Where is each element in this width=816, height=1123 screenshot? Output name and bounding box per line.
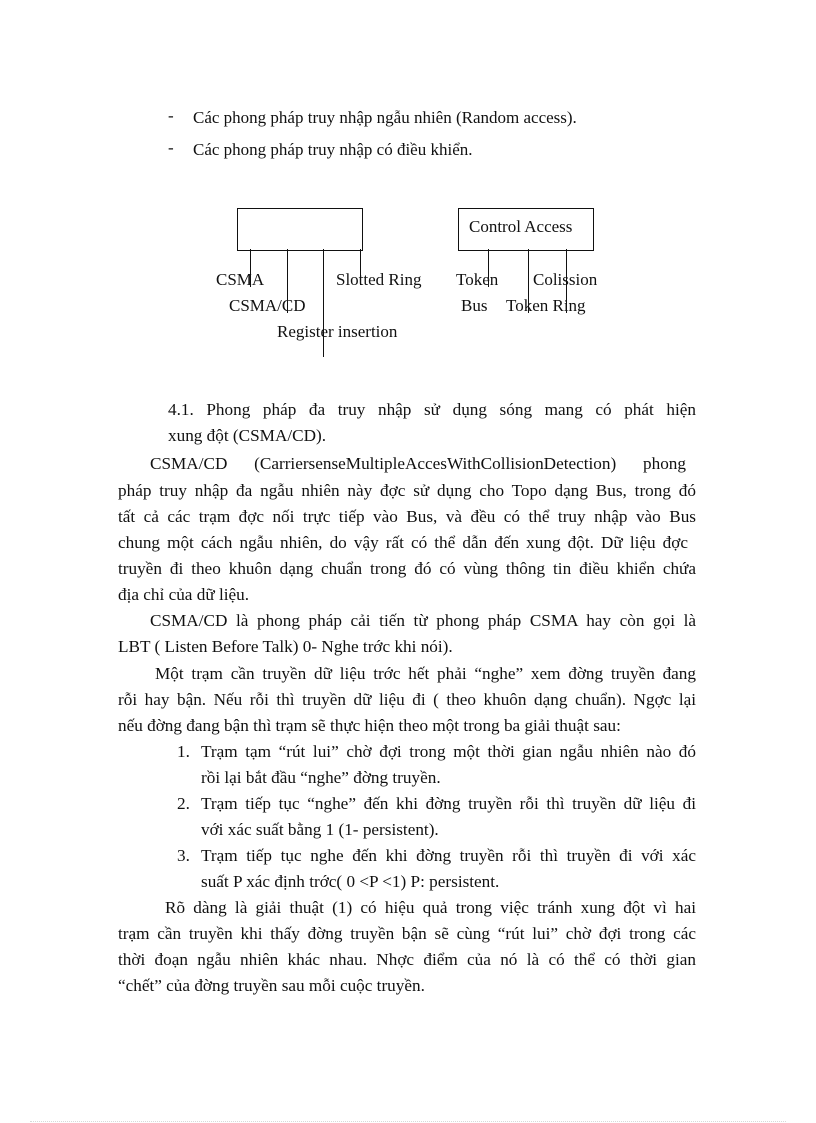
label-csma-cd: CSMA/CD [229, 296, 306, 315]
section-heading-line1: 4.1. Phong pháp đa truy nhập sử dụng sóng mang có phát hiện [168, 400, 696, 419]
paragraph-line: Một trạm cần truyền dữ liệu trớc hết phải “nghe” xem đờng truyền đang [155, 664, 696, 683]
paragraph-line: rỗi hay bận. Nếu rỗi thì truyền dữ liệu đi ( theo khuôn dạng chuẩn). Ngợc lại [118, 690, 696, 709]
label-slotted-ring: Slotted Ring [336, 270, 422, 289]
paragraph-line: nếu đờng đang bận thì trạm sẽ thực hiện theo một trong ba giải thuật sau: [118, 716, 621, 735]
label-register-insertion: Register insertion [277, 322, 398, 341]
paragraph-line: trạm cần truyền khi thấy đờng truyền bận sẽ cùng “rút lui” chờ đợi trong các [118, 924, 696, 943]
page-bottom-divider [30, 1121, 786, 1122]
label-token-ring: Token Ring [506, 296, 586, 315]
paragraph-line: chung một cách ngẫu nhiên, do vậy rất có thể dẫn đến xung đột. Dữ liệu đợc [118, 533, 688, 552]
paragraph-line: địa chỉ của dữ liệu. [118, 585, 250, 604]
label-csma: CSMA [216, 270, 265, 289]
label-token: Token [456, 270, 499, 289]
list-item-line: Trạm tiếp tục nghe đến khi đờng truyền rỗi thì truyền đi với xác [201, 846, 696, 865]
list-item-line: Trạm tiếp tục “nghe” đến khi đờng truyền rỗi thì truyền dữ liệu đi [201, 794, 696, 813]
label-bus: Bus [461, 296, 488, 315]
paragraph-line: thời đoạn ngẫu nhiên khác nhau. Nhợc điểm của nó là có thể có thời gian [118, 950, 696, 969]
control-access-label: Control Access [469, 217, 573, 236]
list-number: 2. [177, 794, 190, 813]
paragraph-line: CSMA/CD (CarriersenseMultipleAccesWithCollisionDetection) phong [150, 454, 686, 473]
paragraph-line: truyền đi theo khuôn dạng chuẩn trong đó có vùng thông tin điều khiển chứa [118, 559, 696, 578]
list-item-line: Trạm tạm “rút lui” chờ đợi trong một thời gian ngẫu nhiên nào đó [201, 742, 696, 761]
bullet-text-random-access: Các phong pháp truy nhập ngẫu nhiên (Random access). [193, 108, 577, 127]
list-item-line: với xác suất bằng 1 (1- persistent). [201, 820, 439, 839]
paragraph-line: LBT ( Listen Before Talk) 0- Nghe trớc khi nói). [118, 637, 453, 656]
paragraph-line: “chết” của đờng truyền sau mỗi cuộc truyền. [118, 976, 425, 995]
list-item-line: suất P xác định trớc( 0 <P <1) P: persistent. [201, 872, 500, 891]
bullet-marker: - [168, 106, 174, 125]
random-access-box [237, 208, 363, 251]
control-access-box [458, 208, 594, 251]
list-item-line: rồi lại bắt đầu “nghe” đờng truyền. [201, 768, 441, 787]
bullet-text-controlled-access: Các phong pháp truy nhập có điều khiển. [193, 140, 473, 159]
label-colission: Colission [533, 270, 598, 289]
list-number: 3. [177, 846, 190, 865]
bullet-marker: - [168, 138, 174, 157]
paragraph-line: Rõ dàng là giải thuật (1) có hiệu quả trong việc tránh xung đột vì hai [165, 898, 696, 917]
list-number: 1. [177, 742, 190, 761]
paragraph-line: CSMA/CD là phong pháp cải tiến từ phong pháp CSMA hay còn gọi là [150, 611, 696, 630]
section-heading-line2: xung đột (CSMA/CD). [168, 426, 327, 445]
paragraph-line: pháp truy nhập đa ngẫu nhiên này đợc sử dụng cho Topo dạng Bus, trong đó [118, 481, 696, 500]
paragraph-line: tất cả các trạm đợc nối trực tiếp vào Bus, và đều có thể truy nhập vào Bus [118, 507, 696, 526]
